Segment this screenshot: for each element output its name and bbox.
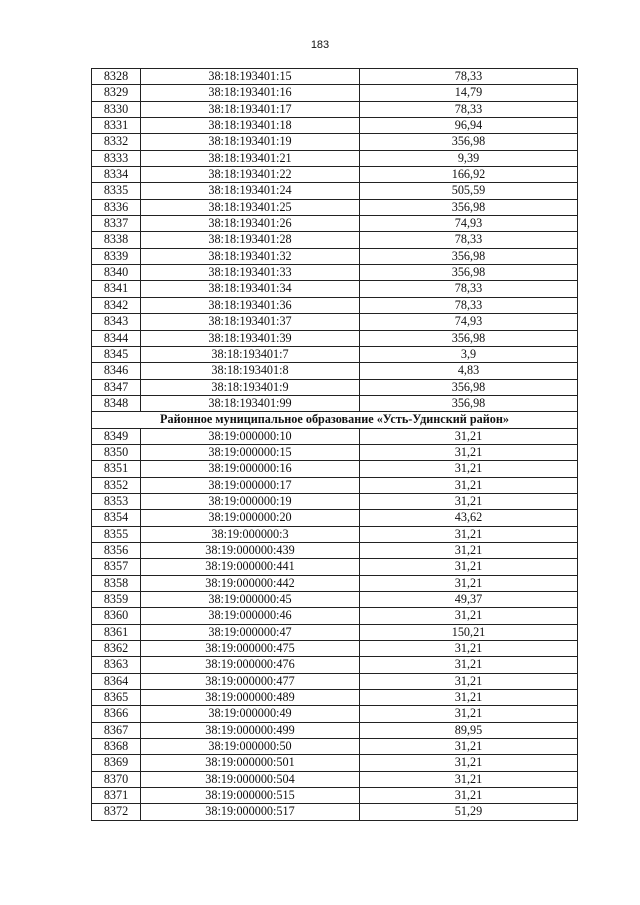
cadastral-number-cell: 38:19:000000:49 [141,706,360,722]
cadastral-number-cell: 38:18:193401:18 [141,118,360,134]
value-cell: 31,21 [360,706,578,722]
section-header-row [92,412,578,428]
row-number-cell: 8351 [92,461,141,477]
table-row [92,297,578,313]
row-number-cell: 8342 [92,297,141,313]
row-number-cell: 8332 [92,134,141,150]
value-cell: 31,21 [360,739,578,755]
table-row [92,444,578,460]
table-row [92,134,578,150]
cadastral-number-cell: 38:18:193401:39 [141,330,360,346]
row-number-cell: 8350 [92,444,141,460]
cadastral-number-cell: 38:19:000000:475 [141,641,360,657]
table-row [92,575,578,591]
value-cell: 356,98 [360,199,578,215]
cadastral-number-cell: 38:19:000000:499 [141,722,360,738]
cadastral-number-cell: 38:19:000000:439 [141,542,360,558]
table-row [92,428,578,444]
row-number-cell: 8369 [92,755,141,771]
value-cell: 356,98 [360,265,578,281]
cadastral-number-cell: 38:19:000000:442 [141,575,360,591]
value-cell: 31,21 [360,673,578,689]
table-row [92,363,578,379]
value-cell: 78,33 [360,232,578,248]
cadastral-number-cell: 38:18:193401:37 [141,314,360,330]
row-number-cell: 8343 [92,314,141,330]
table-row [92,608,578,624]
row-number-cell: 8356 [92,542,141,558]
cadastral-number-cell: 38:18:193401:8 [141,363,360,379]
row-number-cell: 8370 [92,771,141,787]
value-cell: 31,21 [360,428,578,444]
table-row [92,346,578,362]
row-number-cell: 8372 [92,804,141,820]
row-number-cell: 8365 [92,690,141,706]
cadastral-number-cell: 38:19:000000:46 [141,608,360,624]
row-number-cell: 8371 [92,788,141,804]
table-row [92,690,578,706]
page-number: 183 [310,39,330,51]
value-cell: 49,37 [360,592,578,608]
cadastral-number-cell: 38:18:193401:9 [141,379,360,395]
table-row [92,788,578,804]
row-number-cell: 8349 [92,428,141,444]
value-cell: 78,33 [360,281,578,297]
row-number-cell: 8338 [92,232,141,248]
cadastral-number-cell: 38:19:000000:504 [141,771,360,787]
table-row [92,199,578,215]
row-number-cell: 8362 [92,641,141,657]
table-row [92,379,578,395]
row-number-cell: 8330 [92,101,141,117]
value-cell: 31,21 [360,690,578,706]
cadastral-number-cell: 38:18:193401:19 [141,134,360,150]
cadastral-number-cell: 38:19:000000:15 [141,444,360,460]
value-cell: 356,98 [360,379,578,395]
row-number-cell: 8360 [92,608,141,624]
cadastral-value-table [91,68,578,821]
value-cell: 356,98 [360,248,578,264]
table-row [92,804,578,820]
row-number-cell: 8335 [92,183,141,199]
row-number-cell: 8334 [92,167,141,183]
cadastral-number-cell: 38:19:000000:476 [141,657,360,673]
cadastral-number-cell: 38:18:193401:21 [141,150,360,166]
row-number-cell: 8337 [92,216,141,232]
table-row [92,706,578,722]
table-row [92,755,578,771]
section-header-title: Районное муниципальное образование «Усть-Удинский район» [92,412,578,428]
value-cell: 356,98 [360,395,578,411]
row-number-cell: 8363 [92,657,141,673]
table-row [92,510,578,526]
value-cell: 74,93 [360,216,578,232]
cadastral-number-cell: 38:19:000000:477 [141,673,360,689]
table-row [92,722,578,738]
table-row [92,657,578,673]
table-row [92,673,578,689]
cadastral-number-cell: 38:19:000000:45 [141,592,360,608]
row-number-cell: 8339 [92,248,141,264]
row-number-cell: 8328 [92,69,141,85]
table-row [92,265,578,281]
value-cell: 78,33 [360,297,578,313]
cadastral-number-cell: 38:18:193401:34 [141,281,360,297]
table-row [92,526,578,542]
table-row [92,771,578,787]
cadastral-number-cell: 38:18:193401:99 [141,395,360,411]
row-number-cell: 8367 [92,722,141,738]
value-cell: 43,62 [360,510,578,526]
table-row [92,248,578,264]
value-cell: 31,21 [360,542,578,558]
value-cell: 31,21 [360,575,578,591]
value-cell: 505,59 [360,183,578,199]
row-number-cell: 8336 [92,199,141,215]
row-number-cell: 8359 [92,592,141,608]
table-row [92,118,578,134]
value-cell: 31,21 [360,641,578,657]
row-number-cell: 8357 [92,559,141,575]
row-number-cell: 8333 [92,150,141,166]
table-row [92,167,578,183]
cadastral-number-cell: 38:18:193401:17 [141,101,360,117]
value-cell: 51,29 [360,804,578,820]
table-row [92,461,578,477]
row-number-cell: 8354 [92,510,141,526]
value-cell: 31,21 [360,608,578,624]
value-cell: 31,21 [360,559,578,575]
cadastral-number-cell: 38:19:000000:489 [141,690,360,706]
row-number-cell: 8348 [92,395,141,411]
row-number-cell: 8340 [92,265,141,281]
table-row [92,281,578,297]
value-cell: 78,33 [360,101,578,117]
value-cell: 74,93 [360,314,578,330]
row-number-cell: 8344 [92,330,141,346]
row-number-cell: 8352 [92,477,141,493]
cadastral-number-cell: 38:18:193401:36 [141,297,360,313]
value-cell: 4,83 [360,363,578,379]
value-cell: 150,21 [360,624,578,640]
cadastral-number-cell: 38:19:000000:10 [141,428,360,444]
cadastral-number-cell: 38:18:193401:25 [141,199,360,215]
table-row [92,641,578,657]
value-cell: 356,98 [360,330,578,346]
table-row [92,592,578,608]
value-cell: 166,92 [360,167,578,183]
table-row [92,624,578,640]
cadastral-number-cell: 38:18:193401:22 [141,167,360,183]
cadastral-number-cell: 38:19:000000:16 [141,461,360,477]
table-row [92,395,578,411]
row-number-cell: 8341 [92,281,141,297]
cadastral-number-cell: 38:19:000000:517 [141,804,360,820]
row-number-cell: 8346 [92,363,141,379]
cadastral-number-cell: 38:18:193401:15 [141,69,360,85]
table-row [92,559,578,575]
value-cell: 31,21 [360,493,578,509]
row-number-cell: 8358 [92,575,141,591]
cadastral-number-cell: 38:19:000000:501 [141,755,360,771]
row-number-cell: 8331 [92,118,141,134]
cadastral-number-cell: 38:18:193401:32 [141,248,360,264]
cadastral-number-cell: 38:19:000000:3 [141,526,360,542]
row-number-cell: 8366 [92,706,141,722]
table-row [92,183,578,199]
cadastral-number-cell: 38:19:000000:19 [141,493,360,509]
cadastral-number-cell: 38:19:000000:50 [141,739,360,755]
table-section-header [92,412,578,428]
table-row [92,542,578,558]
table-row [92,477,578,493]
value-cell: 78,33 [360,69,578,85]
value-cell: 356,98 [360,134,578,150]
value-cell: 31,21 [360,755,578,771]
table-row [92,69,578,85]
table-section-ust-uda [92,428,578,820]
value-cell: 31,21 [360,788,578,804]
table-row [92,101,578,117]
cadastral-number-cell: 38:19:000000:17 [141,477,360,493]
cadastral-number-cell: 38:19:000000:47 [141,624,360,640]
value-cell: 9,39 [360,150,578,166]
table-row [92,739,578,755]
value-cell: 31,21 [360,526,578,542]
value-cell: 31,21 [360,477,578,493]
row-number-cell: 8329 [92,85,141,101]
cadastral-number-cell: 38:18:193401:24 [141,183,360,199]
value-cell: 31,21 [360,461,578,477]
table-row [92,85,578,101]
value-cell: 96,94 [360,118,578,134]
table-row [92,314,578,330]
value-cell: 31,21 [360,444,578,460]
table-section-irkutsk [92,69,578,412]
table-row [92,150,578,166]
table-row [92,493,578,509]
cadastral-number-cell: 38:19:000000:441 [141,559,360,575]
cadastral-number-cell: 38:18:193401:16 [141,85,360,101]
value-cell: 14,79 [360,85,578,101]
table-row [92,216,578,232]
row-number-cell: 8345 [92,346,141,362]
row-number-cell: 8368 [92,739,141,755]
row-number-cell: 8364 [92,673,141,689]
row-number-cell: 8347 [92,379,141,395]
value-cell: 31,21 [360,771,578,787]
cadastral-number-cell: 38:19:000000:20 [141,510,360,526]
value-cell: 89,95 [360,722,578,738]
cadastral-number-cell: 38:18:193401:26 [141,216,360,232]
value-cell: 3,9 [360,346,578,362]
table-row [92,232,578,248]
row-number-cell: 8361 [92,624,141,640]
row-number-cell: 8353 [92,493,141,509]
row-number-cell: 8355 [92,526,141,542]
cadastral-number-cell: 38:18:193401:28 [141,232,360,248]
table-row [92,330,578,346]
cadastral-number-cell: 38:19:000000:515 [141,788,360,804]
cadastral-number-cell: 38:18:193401:33 [141,265,360,281]
value-cell: 31,21 [360,657,578,673]
cadastral-number-cell: 38:18:193401:7 [141,346,360,362]
